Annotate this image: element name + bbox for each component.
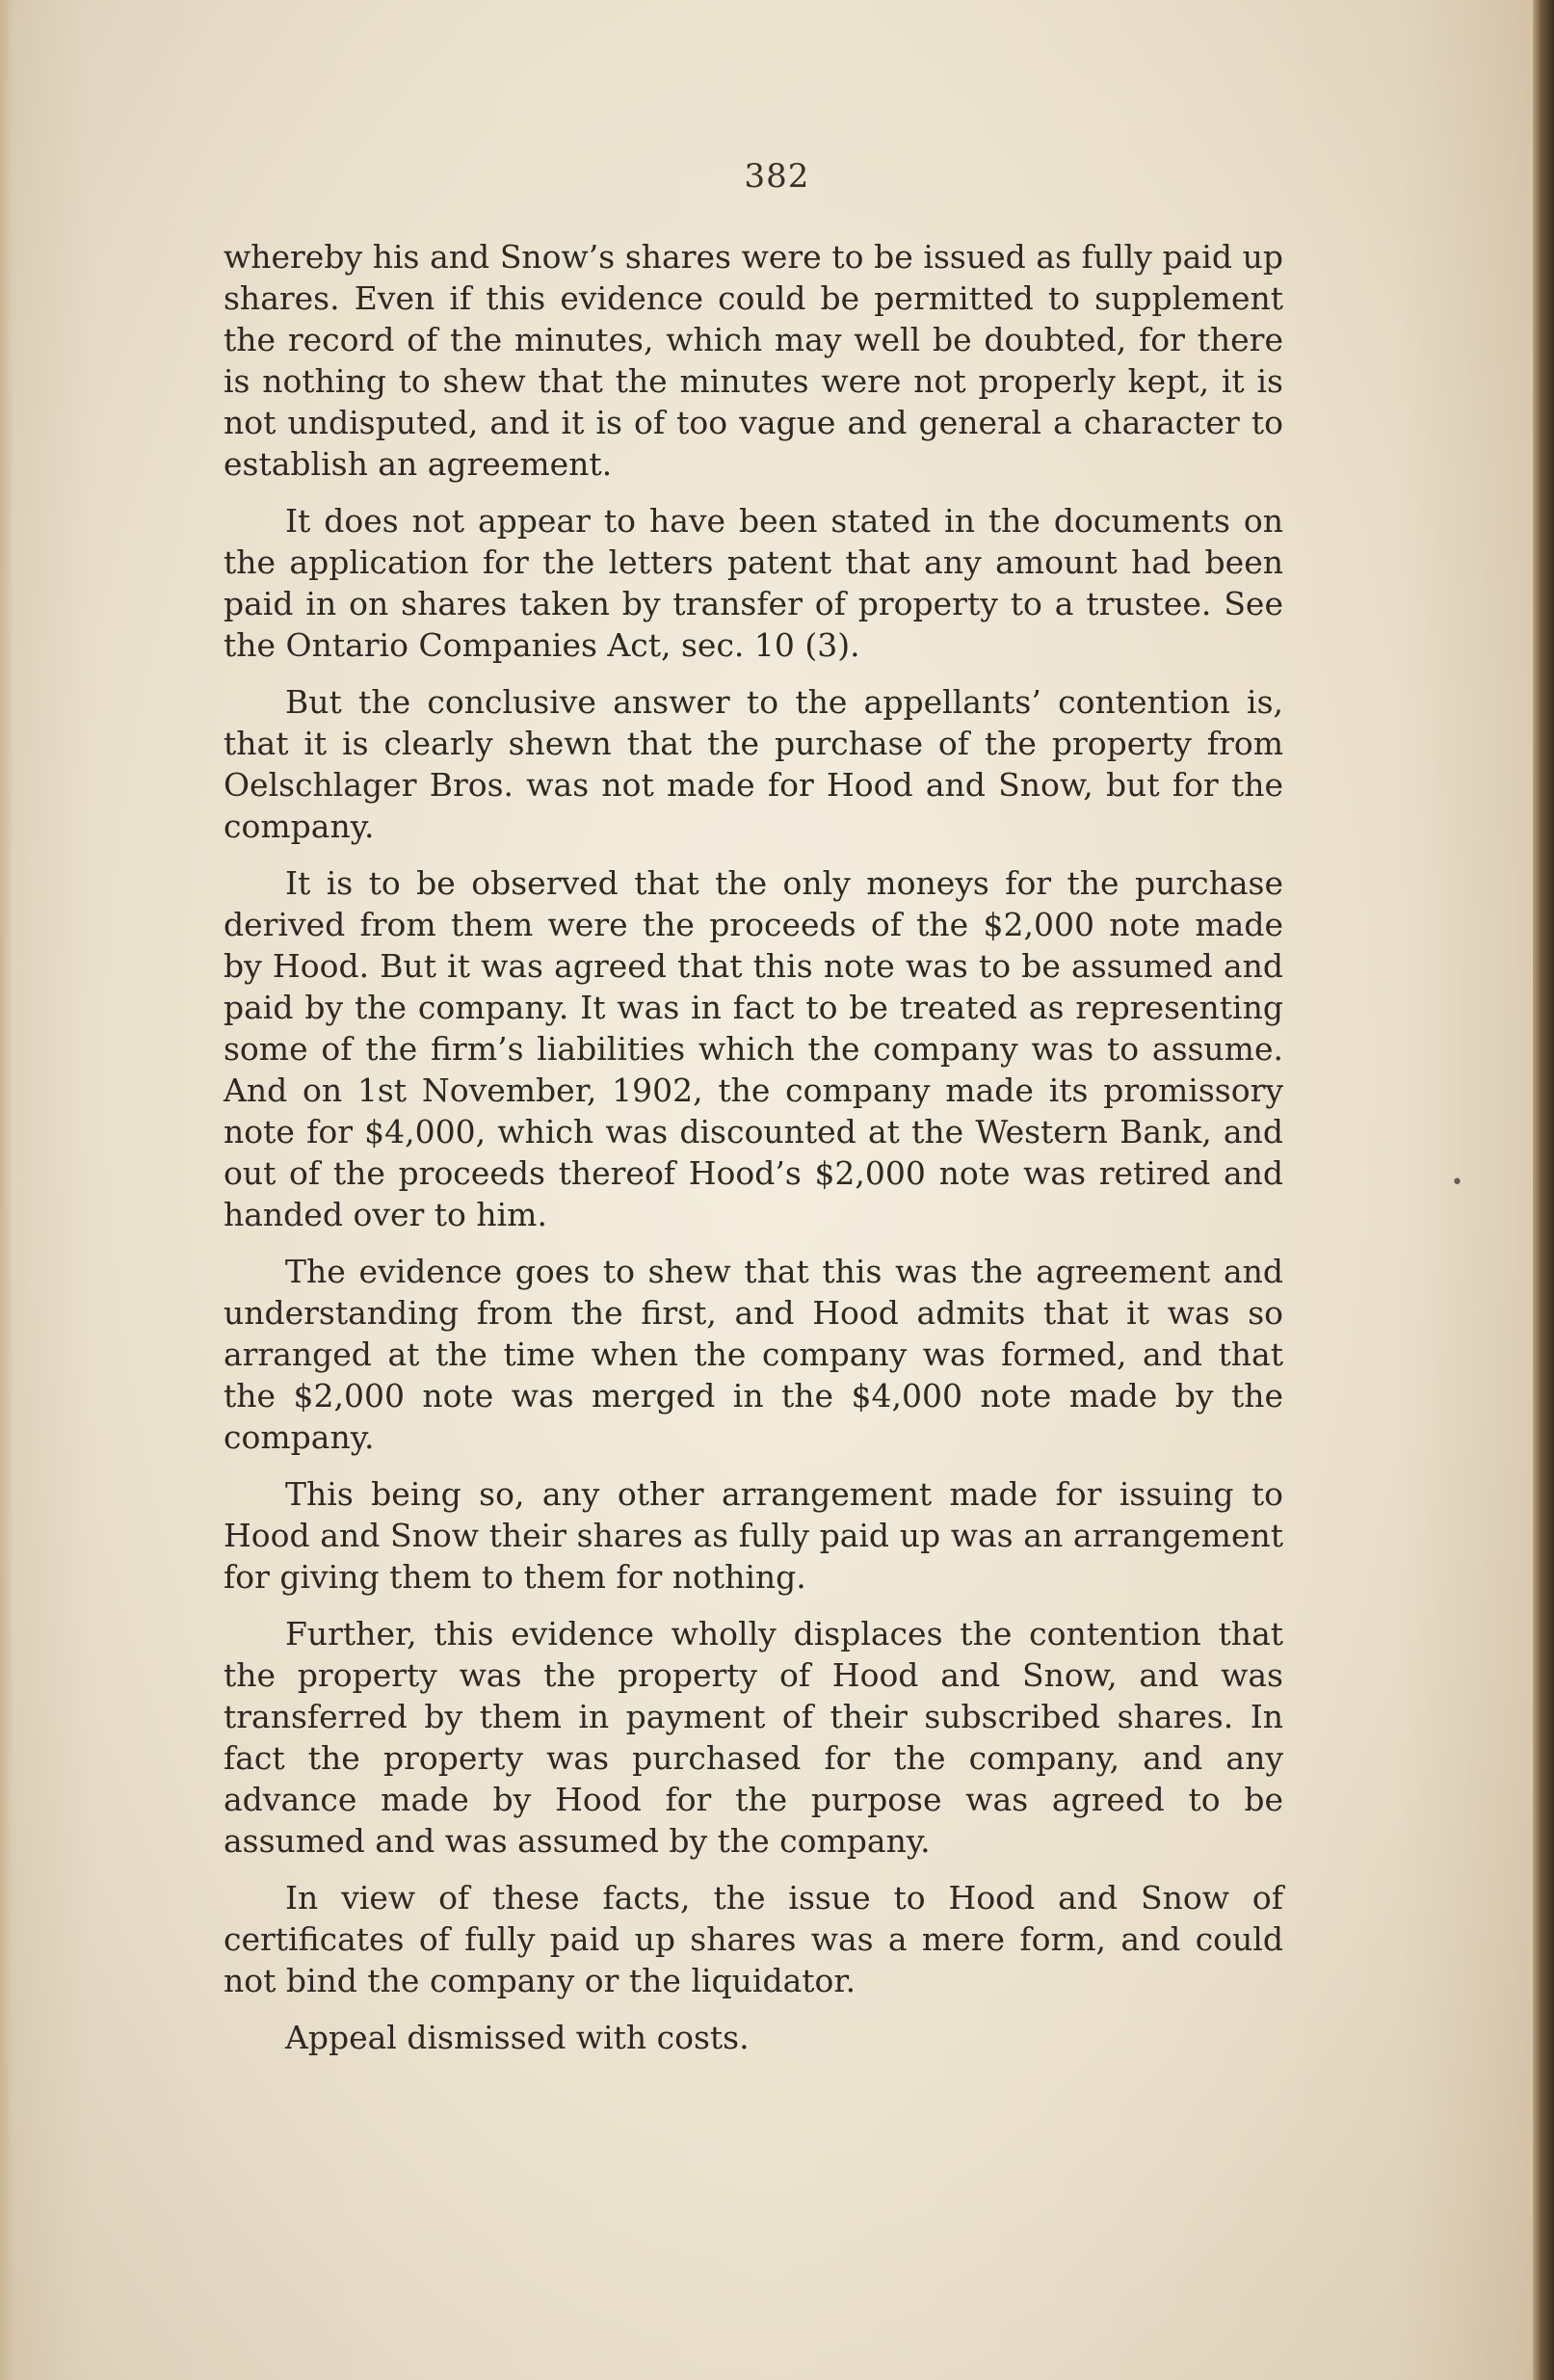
ink-speck: • (1451, 1171, 1463, 1195)
paragraph: It is to be observed that the only moneys for the purchase derived from them were the proceeds of the $2,000 note made by Hood. But it was agreed that this note was to be assumed and paid by the company. It was in fact to be treated as representing some of the firm’s liabilities which the company was to assume. And on 1st November, 1902, the company made its promissory note for $4,000, which was discounted at the Western Bank, and out of the proceeds thereof Hood’s $2,000 note was retired and handed over to him. (224, 864, 1283, 1233)
paragraph-continuation: whereby his and Snow’s shares were to be issued as fully paid up shares. Even if this evidence could be permitted to supplement the record of the minutes, which may well be doubted, for there is nothing to shew that the minutes were not properly kept, it is not undisputed, and it is of too vague and general a character to establish an agreement. (224, 238, 1283, 483)
page-right-edge (1533, 0, 1554, 2380)
body-text (224, 236, 1283, 2074)
paragraph: The evidence goes to shew that this was the agreement and understanding from the first, and Hood admits that it was so arranged at the time when the company was formed, and that the $2,000 note was merged in the $4,000 note made by the company. (224, 1253, 1283, 1456)
paragraph: This being so, any other arrangement made for issuing to Hood and Snow their shares as fully paid up was an arrangement for giving them to them for nothing. (224, 1475, 1283, 1596)
paragraph: It does not appear to have been stated in the documents on the application for the letters patent that any amount had been paid in on shares taken by transfer of property to a trustee. See the Ontario Companies Act, sec. 10 (3). (224, 502, 1283, 664)
closing-line: Appeal dismissed with costs. (285, 2019, 750, 2056)
page-left-shadow (0, 0, 13, 2380)
page-number: 382 (744, 157, 810, 196)
paragraph: In view of these facts, the issue to Hood and Snow of certificates of fully paid up shares was a mere form, and could not bind the company or the liquidator. (224, 1879, 1283, 1999)
paragraph: But the conclusive answer to the appellants’ contention is, that it is clearly shewn that the purchase of the property from Oelschlager Bros. was not made for Hood and Snow, but for the company. (224, 683, 1283, 845)
paragraph: Further, this evidence wholly displaces the contention that the property was the property of Hood and Snow, and was transferred by them in payment of their subscribed shares. In fact the property was purchased for the company, and any advance made by Hood for the purpose was agreed to be assumed and was assumed by the company. (224, 1615, 1283, 1860)
